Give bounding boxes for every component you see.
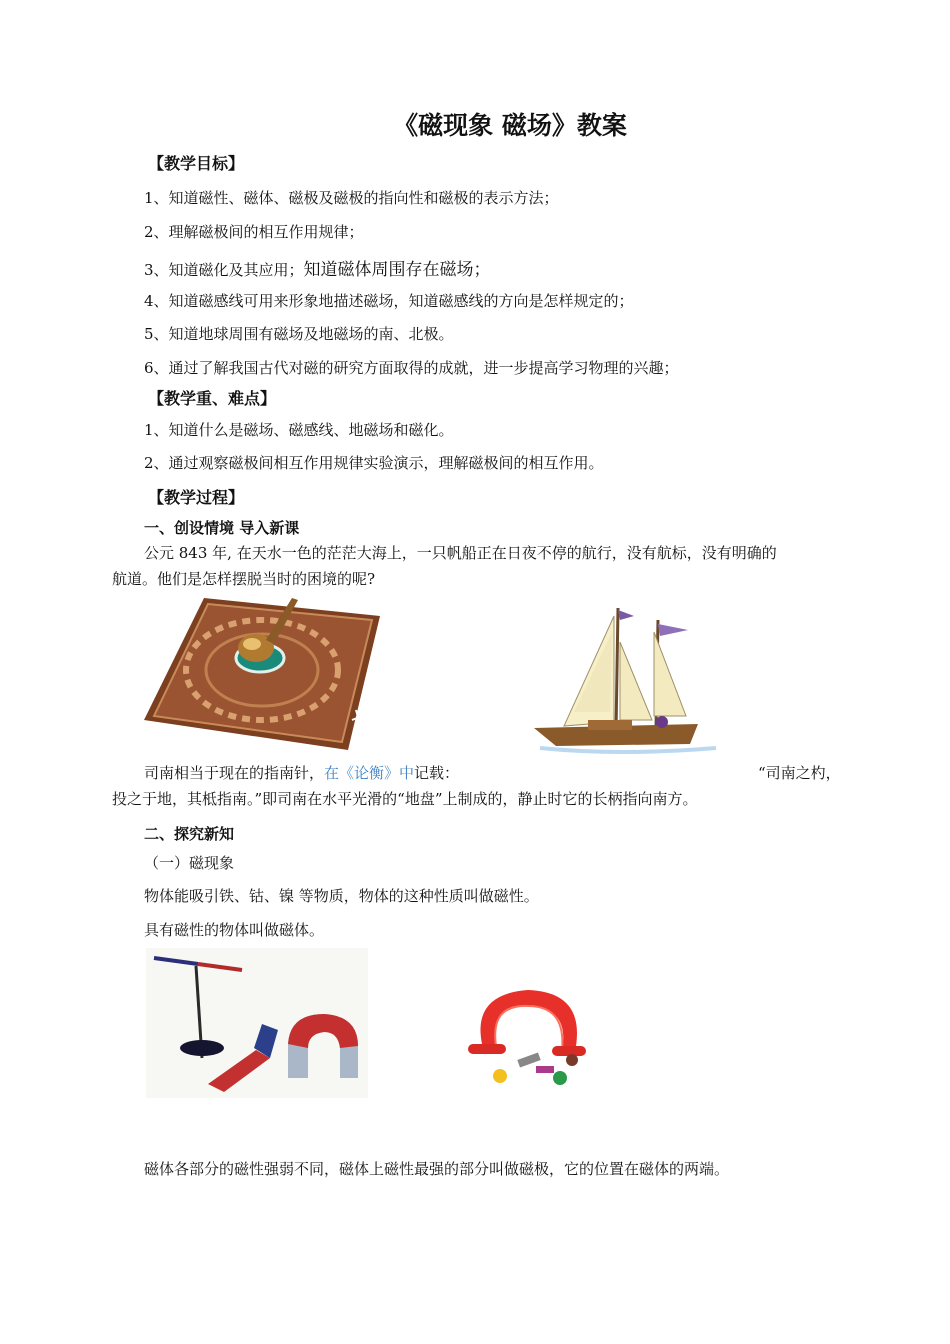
page-title: 《磁现象 磁场》教案 xyxy=(393,111,627,140)
section-heading-key-points: 【教学重、难点】 xyxy=(148,389,277,408)
step-2-heading: 二、探究新知 xyxy=(144,825,235,843)
step-1-heading: 一、创设情境 导入新课 xyxy=(144,519,300,537)
key-point-2: 2、通过观察磁极间相互作用规律实验演示，理解磁极间的相互作用。 xyxy=(144,454,604,472)
goal-item-1: 1、知道磁性、磁体、磁极及磁极的指向性和磁极的表示方法； xyxy=(144,189,559,207)
sailing-ship-image xyxy=(530,602,720,754)
sinan-paragraph-line-2: 投之于地，其柢指南。”即司南在水平光滑的“地盘”上制成的，静止时它的长柄指向南方。 xyxy=(112,790,698,808)
intro-paragraph-line-1: 公元 843 年, 在天水一色的茫茫大海上，一只帆船正在日夜不停的航行，没有航标，没有明确的 xyxy=(144,544,777,562)
sinan-text-b: 记载： xyxy=(414,764,460,782)
horseshoe-magnet-image xyxy=(462,984,592,1090)
goal-item-5: 5、知道地球周围有磁场及地磁场的南、北极。 xyxy=(144,325,454,343)
goal-item-3 xyxy=(144,255,491,280)
sinan-quote-start: “司南之杓， xyxy=(758,764,841,782)
intro-paragraph-line-2: 航道。他们是怎样摆脱当时的困境的呢? xyxy=(112,570,376,588)
section-heading-goals: 【教学目标】 xyxy=(148,154,245,173)
magnetic-pole-definition: 磁体各部分的磁性强弱不同，磁体上磁性最强的部分叫做磁极，它的位置在磁体的两端。 xyxy=(144,1160,730,1178)
key-point-1: 1、知道什么是磁场、磁感线、地磁场和磁化。 xyxy=(144,421,454,439)
goal-item-3-tail: 知道磁体周围存在磁场； xyxy=(303,260,491,280)
lunheng-reference: 在《论衡》中 xyxy=(324,764,415,782)
magnetism-definition: 物体能吸引铁、钴、镍 等物质，物体的这种性质叫做磁性。 xyxy=(144,887,539,905)
goal-item-6: 6、通过了解我国古代对磁的研究方面取得的成就，进一步提高学习物理的兴趣； xyxy=(144,359,679,377)
sinan-paragraph-line-1 xyxy=(144,762,459,783)
goal-item-4: 4、知道磁感线可用来形象地描述磁场，知道磁感线的方向是怎样规定的； xyxy=(144,292,634,310)
subsection-heading: （一）磁现象 xyxy=(144,854,235,872)
section-heading-process: 【教学过程】 xyxy=(148,488,245,507)
sinan-text-a: 司南相当于现在的指南针， xyxy=(144,764,325,782)
goal-item-2: 2、理解磁极间的相互作用规律； xyxy=(144,223,364,241)
magnet-definition: 具有磁性的物体叫做磁体。 xyxy=(144,921,325,939)
magnets-image xyxy=(146,948,368,1098)
sinan-compass-image xyxy=(142,592,382,752)
goal-item-3-text: 3、知道磁化及其应用； xyxy=(144,261,304,279)
